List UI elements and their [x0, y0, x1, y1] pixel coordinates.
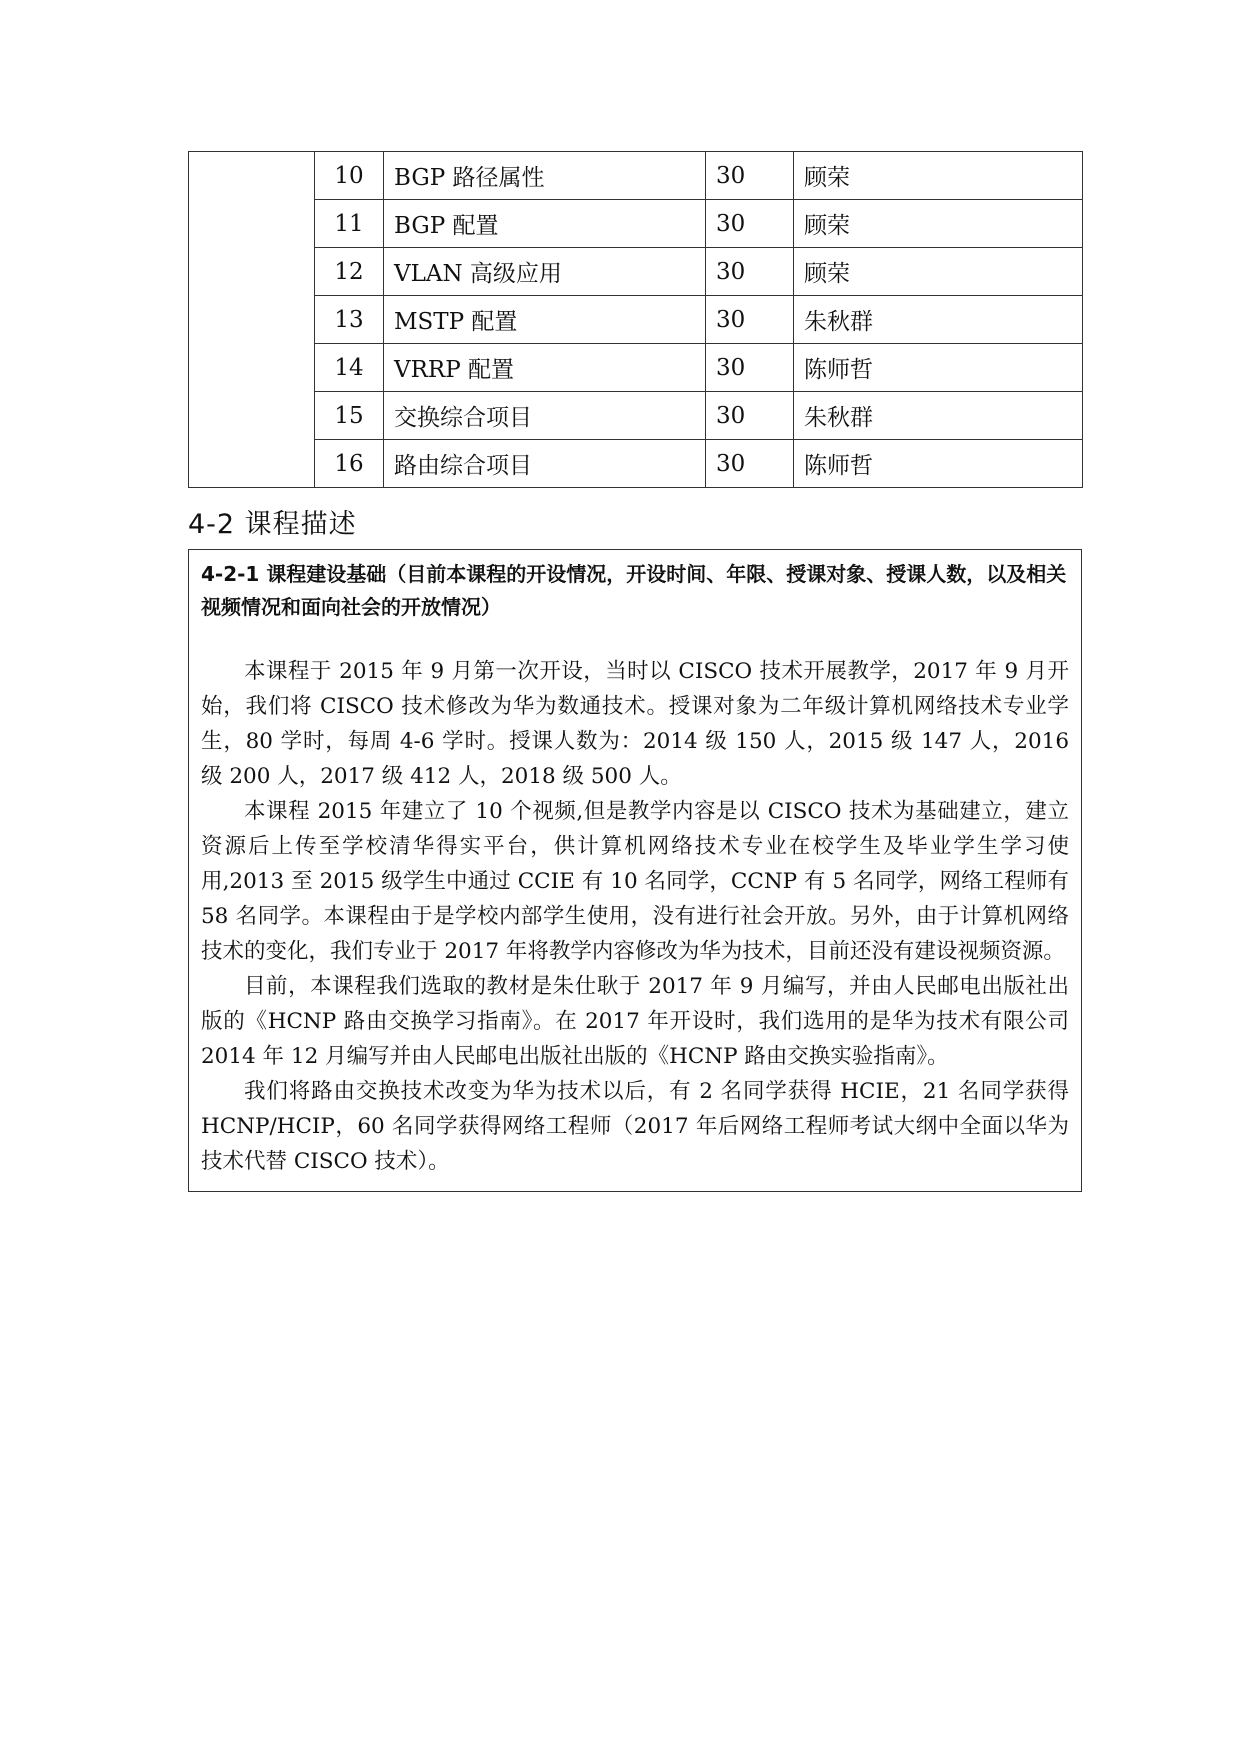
lesson-teacher: 陈师哲: [794, 344, 1083, 392]
lesson-number: 16: [315, 440, 384, 488]
lesson-number: 15: [315, 392, 384, 440]
lesson-topic: MSTP 配置: [384, 296, 706, 344]
lesson-teacher: 朱秋群: [794, 296, 1083, 344]
lesson-number: 10: [315, 152, 384, 200]
table-row: [189, 296, 1083, 344]
paragraph: 目前，本课程我们选取的教材是朱仕耿于 2017 年 9 月编写，并由人民邮电出版社出版的《HCNP 路由交换学习指南》。在 2017 年开设时，我们选用的是华为技术有限公司 2014 年 12 月编写并由人民邮电出版社出版的《HCNP 路由交换实验指南》。: [201, 974, 1069, 1069]
lesson-topic: BGP 配置: [384, 200, 706, 248]
lesson-teacher: 顾荣: [794, 200, 1083, 248]
document-page: [188, 151, 1082, 1192]
paragraph: 我们将路由交换技术改变为华为技术以后，有 2 名同学获得 HCIE，21 名同学获得 HCNP/HCIP，60 名同学获得网络工程师（2017 年后网络工程师考试大纲中全面以华为技术代替 CISCO 技术）。: [201, 1079, 1069, 1174]
section-heading: 4-2 课程描述: [188, 509, 357, 540]
table-row: [189, 200, 1083, 248]
table-row: [189, 392, 1083, 440]
lesson-number: 11: [315, 200, 384, 248]
lesson-teacher: 顾荣: [794, 248, 1083, 296]
lesson-topic: 路由综合项目: [384, 440, 706, 488]
paragraph: 本课程于 2015 年 9 月第一次开设，当时以 CISCO 技术开展教学，2017 年 9 月开始，我们将 CISCO 技术修改为华为数通技术。授课对象为二年级计算机网络技术专业学生，80 学时，每周 4-6 学时。授课人数为：2014 级 150 人，2015 级 147 人，2016 级 200 人，2017 级 412 人，2018 级 500 人。: [201, 659, 1069, 789]
lesson-hours: 30: [706, 296, 794, 344]
lesson-teacher: 顾荣: [794, 152, 1083, 200]
lesson-hours: 30: [706, 152, 794, 200]
course-schedule-table: [188, 151, 1083, 488]
table-row: [189, 152, 1083, 200]
lesson-number: 12: [315, 248, 384, 296]
lesson-hours: 30: [706, 392, 794, 440]
subsection-title: 4-2-1 课程建设基础（目前本课程的开设情况，开设时间、年限、授课对象、授课人数，以及相关视频情况和面向社会的开放情况）: [201, 562, 1067, 619]
lesson-teacher: 陈师哲: [794, 440, 1083, 488]
course-description-box: [188, 549, 1082, 1192]
table-row: [189, 344, 1083, 392]
merged-category-cell: [189, 152, 315, 488]
lesson-topic: BGP 路径属性: [384, 152, 706, 200]
lesson-topic: VLAN 高级应用: [384, 248, 706, 296]
table-row: [189, 248, 1083, 296]
lesson-number: 13: [315, 296, 384, 344]
lesson-topic: 交换综合项目: [384, 392, 706, 440]
lesson-hours: 30: [706, 200, 794, 248]
table-row: [189, 440, 1083, 488]
lesson-hours: 30: [706, 248, 794, 296]
lesson-number: 14: [315, 344, 384, 392]
lesson-teacher: 朱秋群: [794, 392, 1083, 440]
lesson-hours: 30: [706, 344, 794, 392]
lesson-topic: VRRP 配置: [384, 344, 706, 392]
paragraph: 本课程 2015 年建立了 10 个视频,但是教学内容是以 CISCO 技术为基础建立，建立资源后上传至学校清华得实平台，供计算机网络技术专业在校学生及毕业学生学习使用,2013 至 2015 级学生中通过 CCIE 有 10 名同学，CCNP 有 5 名同学，网络工程师有 58 名同学。本课程由于是学校内部学生使用，没有进行社会开放。另外，由于计算机网络技术的变化，我们专业于 2017 年将教学内容修改为华为技术，目前还没有建设视频资源。: [201, 799, 1069, 964]
lesson-hours: 30: [706, 440, 794, 488]
